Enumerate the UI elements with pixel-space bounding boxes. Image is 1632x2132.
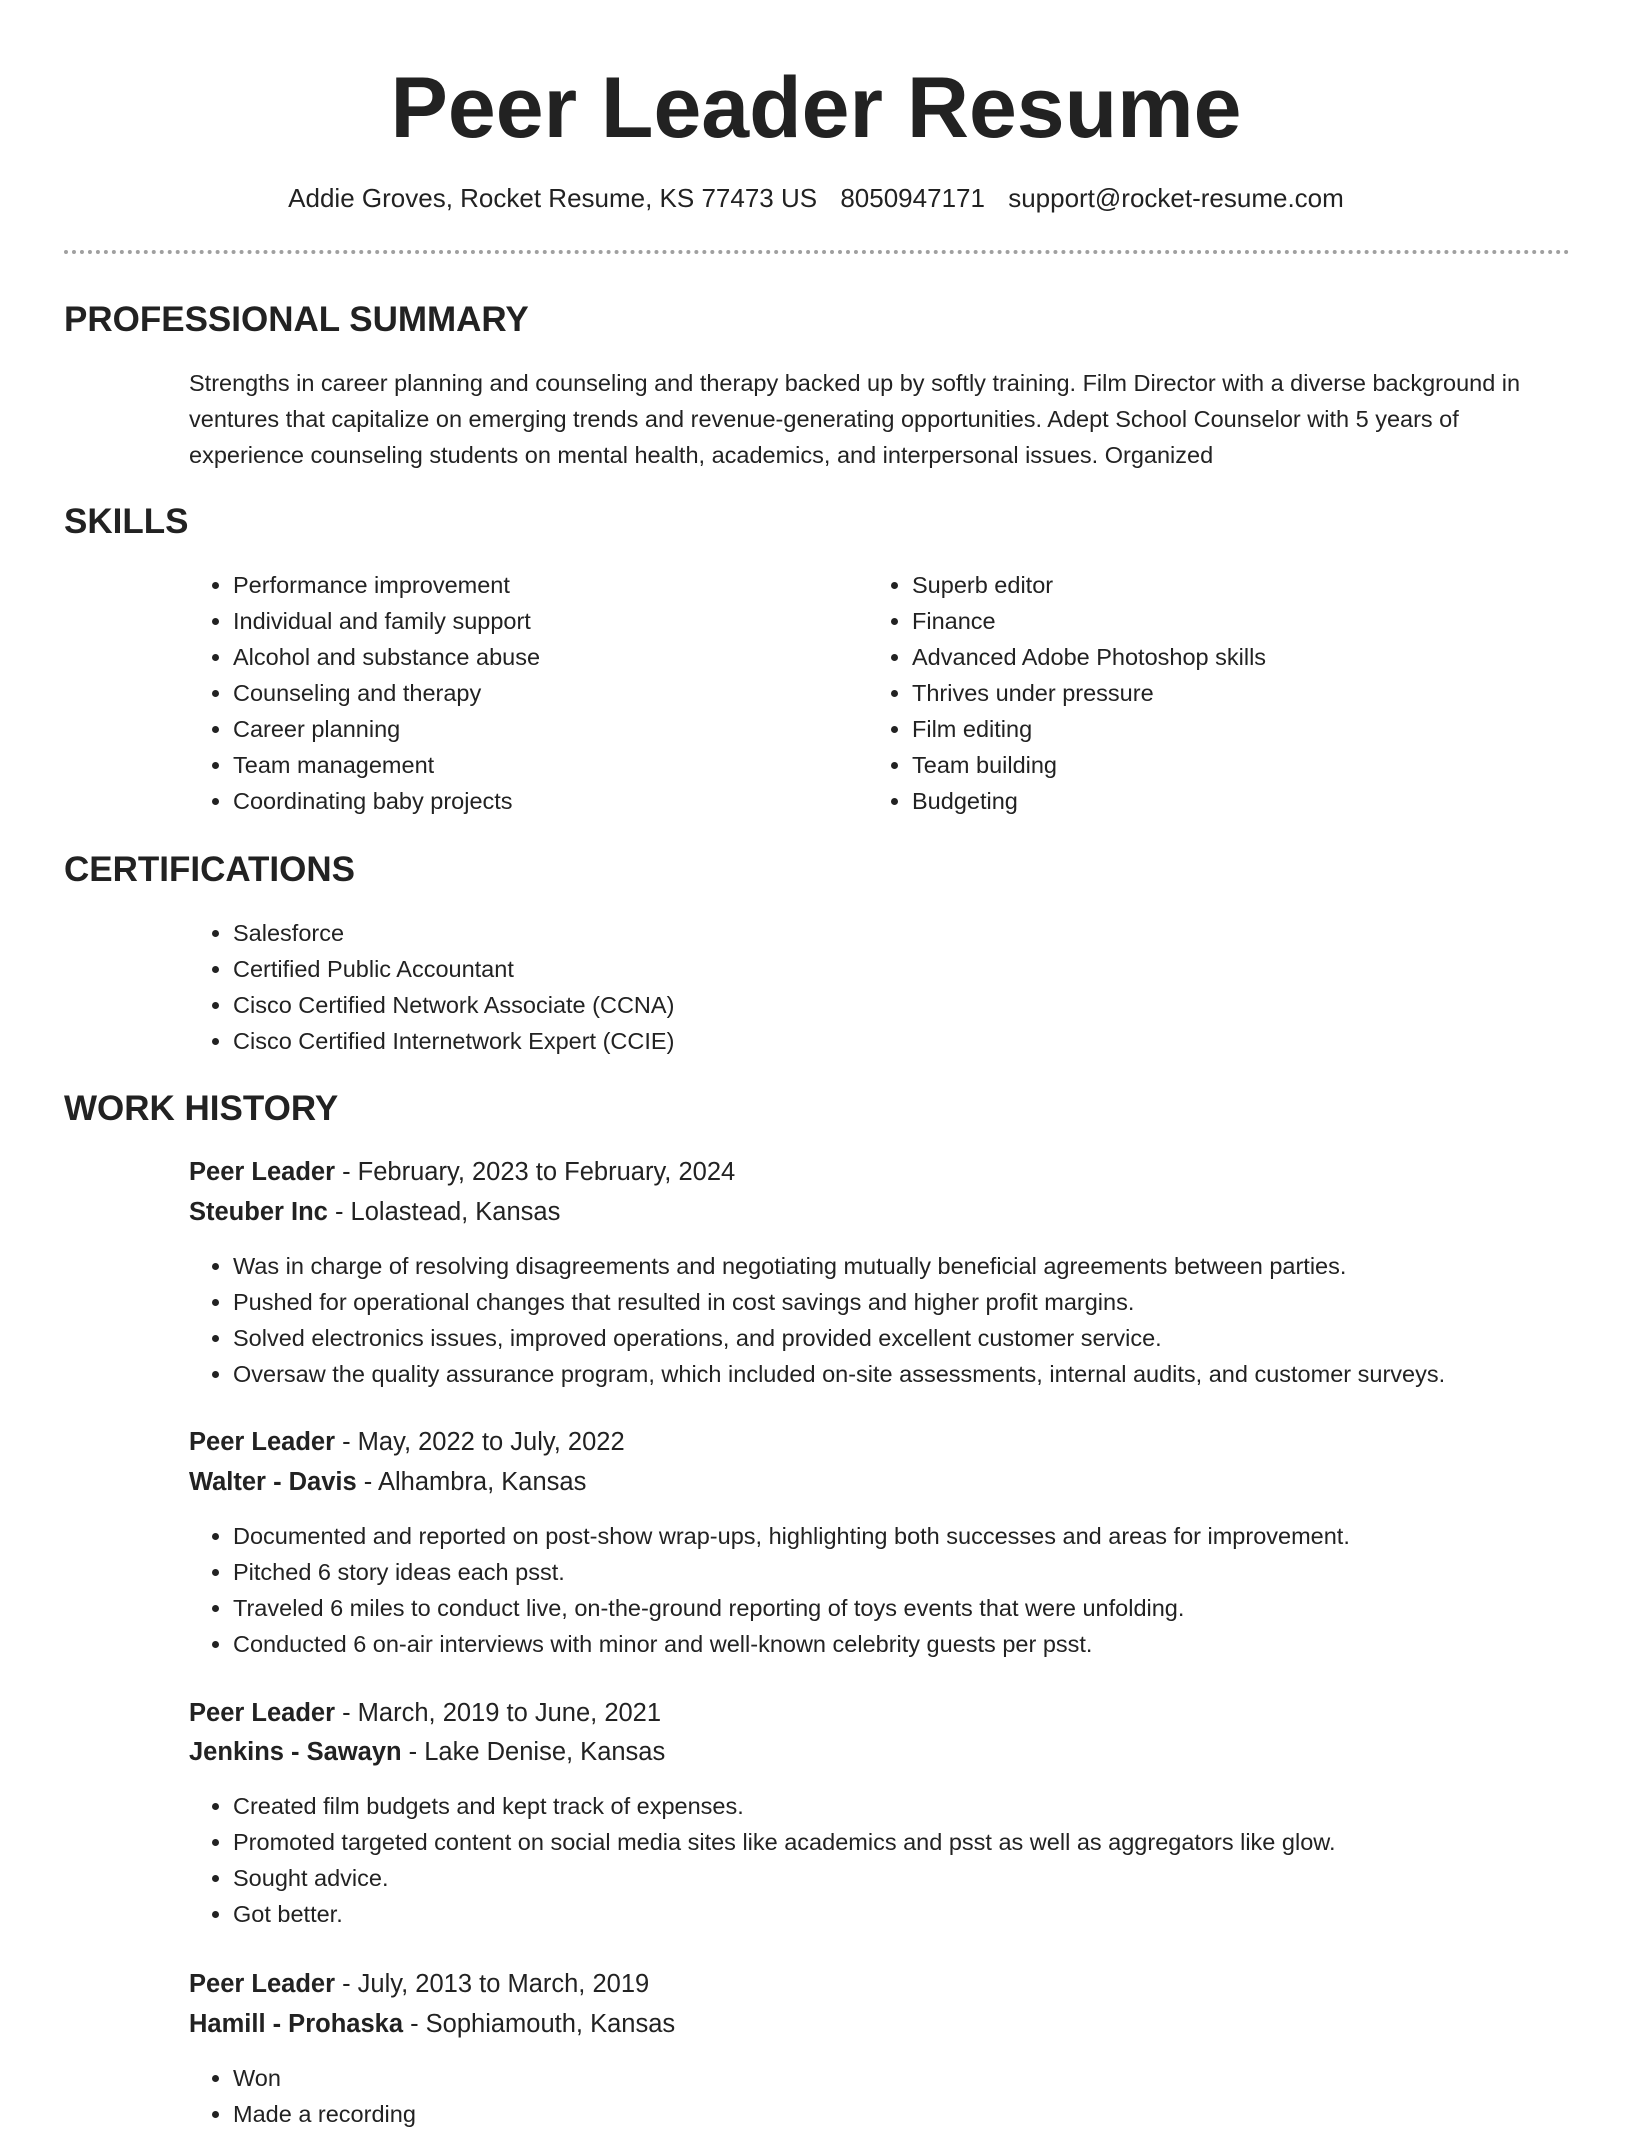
job-dates: - May, 2022 to July, 2022 [335,1428,625,1456]
job-company-line [189,2005,675,2043]
job-bullets [189,1248,1632,1392]
skill-item: • Performance improvement [233,567,853,603]
summary-heading: PROFESSIONAL SUMMARY [64,300,529,339]
skill-item: • Thrives under pressure [912,675,1532,711]
skills-heading: SKILLS [64,502,189,541]
job-company: Jenkins - Sawayn [189,1738,402,1766]
skills-list-right [868,567,1532,819]
job-title-line [189,1965,649,2003]
job-bullet: • Oversaw the quality assurance program, which included on-site assessments, internal audits, and customer surveys. [233,1356,1632,1392]
skill-item: • Film editing [912,711,1532,747]
skill-item: • Budgeting [912,783,1532,819]
skills-list-left [189,567,853,819]
job-bullet: • Conducted 6 on-air interviews with minor and well-known celebrity guests per psst. [233,1626,1632,1662]
job-location: - Sophiamouth, Kansas [403,2010,676,2038]
job-company: Steuber Inc [189,1198,328,1226]
job-company: Walter - Davis [189,1468,357,1496]
job-company-line [189,1733,665,1771]
job-dates: - March, 2019 to June, 2021 [335,1699,662,1727]
contact-line [0,180,1632,216]
job-dates: - February, 2023 to February, 2024 [335,1158,736,1186]
job-title: Peer Leader [189,1428,336,1456]
job-company-line [189,1463,586,1501]
contact-address: Addie Groves, Rocket Resume, KS 77473 US [288,183,818,213]
certifications-heading: CERTIFICATIONS [64,850,356,889]
job-bullet: • Documented and reported on post-show wrap-ups, highlighting both successes and areas for improvement. [233,1518,1632,1554]
skill-item: • Coordinating baby projects [233,783,853,819]
job-bullet: • Made a recording [233,2096,1632,2132]
job-title-line [189,1694,661,1732]
skill-item: • Team management [233,747,853,783]
certification-item: • Certified Public Accountant [233,951,1433,987]
job-bullet: • Created film budgets and kept track of expenses. [233,1788,1632,1824]
skill-item: • Counseling and therapy [233,675,853,711]
job-location: - Lake Denise, Kansas [401,1738,666,1766]
contact-phone: 8050947171 [840,183,985,213]
job-bullet: • Pitched 6 story ideas each psst. [233,1554,1632,1590]
page-title: Peer Leader Resume [390,60,1242,156]
job-bullet: • Traveled 6 miles to conduct live, on-the-ground reporting of toys events that were unfolding. [233,1590,1632,1626]
skill-item: • Team building [912,747,1532,783]
certification-item: • Cisco Certified Network Associate (CCNA) [233,987,1433,1023]
job-bullets [189,1788,1632,1932]
job-bullet: • Got better. [233,1896,1632,1932]
skill-item: • Alcohol and substance abuse [233,639,853,675]
job-bullet: • Promoted targeted content on social media sites like academics and psst as well as aggregators like glow. [233,1824,1632,1860]
skill-item: • Superb editor [912,567,1532,603]
job-title-line [189,1153,735,1191]
job-dates: - July, 2013 to March, 2019 [335,1970,650,1998]
job-title: Peer Leader [189,1158,336,1186]
contact-email: support@rocket-resume.com [1008,183,1344,213]
skill-item: • Individual and family support [233,603,853,639]
work-history-heading: WORK HISTORY [64,1089,339,1128]
certification-item: • Salesforce [233,915,1433,951]
job-bullet: • Was in charge of resolving disagreements and negotiating mutually beneficial agreements between parties. [233,1248,1632,1284]
job-bullet: • Solved electronics issues, improved operations, and provided excellent customer service. [233,1320,1632,1356]
certifications-list [189,915,1433,1059]
job-company-line [189,1193,560,1231]
job-company: Hamill - Prohaska [189,2010,403,2038]
skill-item: • Career planning [233,711,853,747]
job-location: - Alhambra, Kansas [356,1468,587,1496]
job-bullets [189,2060,1632,2132]
summary-text: Strengths in career planning and counseling and therapy backed up by softly training. Film Director with a diverse background in ventures that capitalize on emerging trends and revenue-generating opportunities. Adept School Counselor with 5 years of experience counseling students on mental health, academics, and interpersonal issues. Organized [189,370,1521,468]
job-title-line [189,1423,625,1461]
job-location: - Lolastead, Kansas [327,1198,561,1226]
header-divider [64,250,1570,254]
job-bullets [189,1518,1632,1662]
skill-item: • Advanced Adobe Photoshop skills [912,639,1532,675]
skill-item: • Finance [912,603,1532,639]
job-bullet: • Won [233,2060,1632,2096]
job-bullet: • Sought advice. [233,1860,1632,1896]
certification-item: • Cisco Certified Internetwork Expert (CCIE) [233,1023,1433,1059]
job-title: Peer Leader [189,1699,336,1727]
job-bullet: • Pushed for operational changes that resulted in cost savings and higher profit margins. [233,1284,1632,1320]
job-title: Peer Leader [189,1970,336,1998]
